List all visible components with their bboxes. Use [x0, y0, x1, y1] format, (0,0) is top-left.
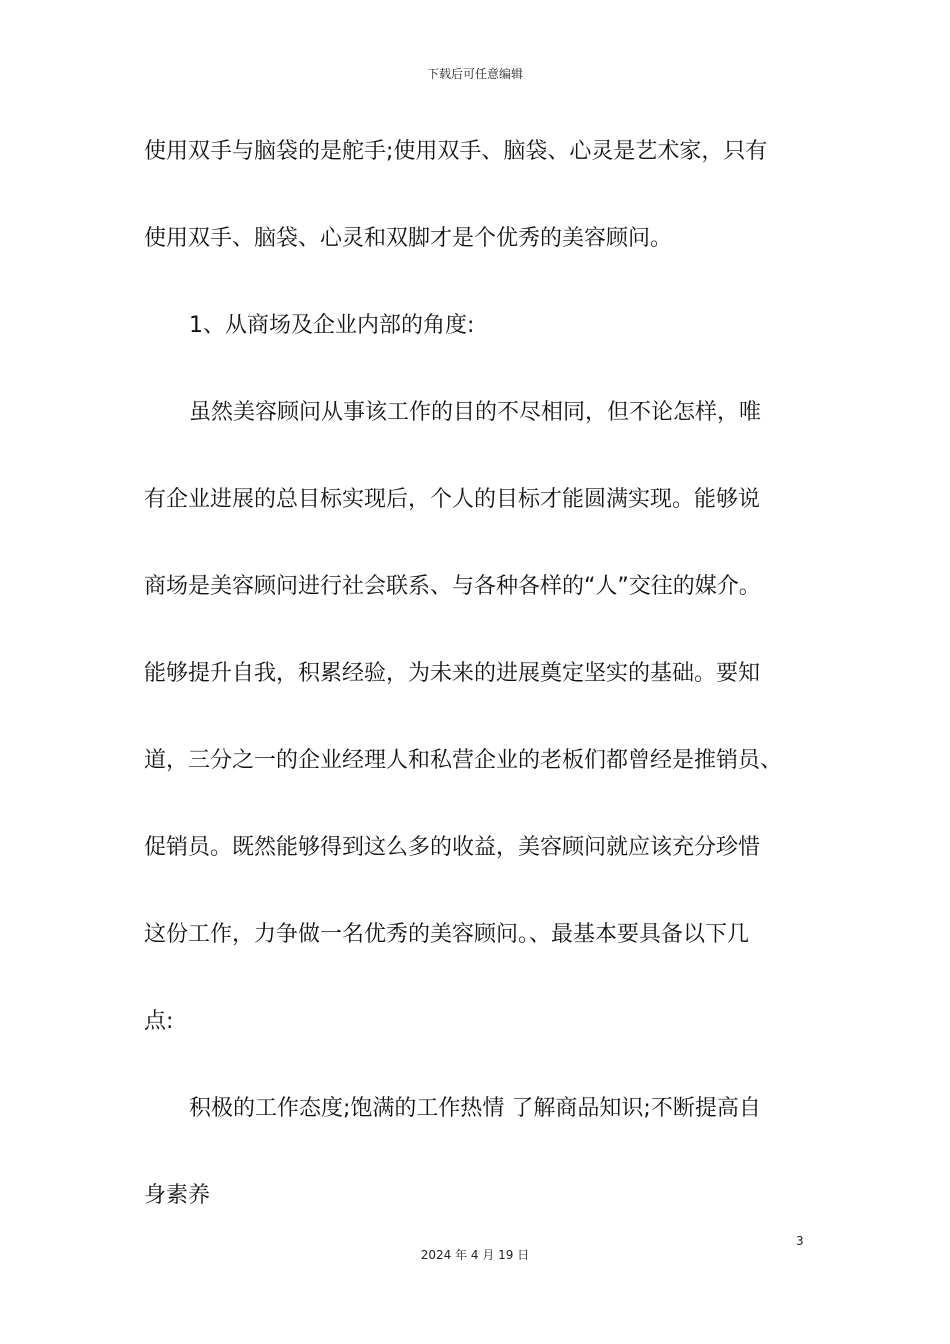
text-line: 道，三分之一的企业经理人和私营企业的老板们都曾经是推销员、 [144, 748, 783, 773]
text-line: 商场是美容顾问进行社会联系、与各种各样的“人”交往的媒介。 [144, 574, 761, 599]
text-line: 能够提升自我，积累经验，为未来的进展奠定坚实的基础。要知 [144, 661, 761, 686]
footer-date: 2024 年 4 月 19 日 [420, 1248, 530, 1262]
text-line: 使用双手、脑袋、心灵和双脚才是个优秀的美容顾问。 [144, 226, 673, 251]
text-line: 虽然美容顾问从事该工作的目的不尽相同，但不论怎样，唯 [189, 400, 762, 425]
text-line: 这份工作，力争做一名优秀的美容顾问。、最基本要具备以下几 [144, 922, 750, 947]
text-line: 使用双手与脑袋的是舵手;使用双手、脑袋、心灵是艺术家，只有 [144, 139, 768, 164]
text-line: 身素养 [144, 1183, 211, 1208]
page-number: 3 [796, 1234, 804, 1248]
text-line: 积极的工作态度;饱满的工作热情 了解商品知识;不断提高自 [189, 1096, 761, 1121]
section-heading: 1、从商场及企业内部的角度: [189, 313, 475, 338]
document-body [144, 130, 806, 1261]
text-line: 点: [144, 1009, 174, 1034]
page-header: 下载后可任意编辑 [426, 67, 523, 81]
text-line: 有企业进展的总目标实现后，个人的目标才能圆满实现。能够说 [144, 487, 761, 512]
text-line: 促销员。既然能够得到这么多的收益，美容顾问就应该充分珍惜 [144, 835, 761, 860]
